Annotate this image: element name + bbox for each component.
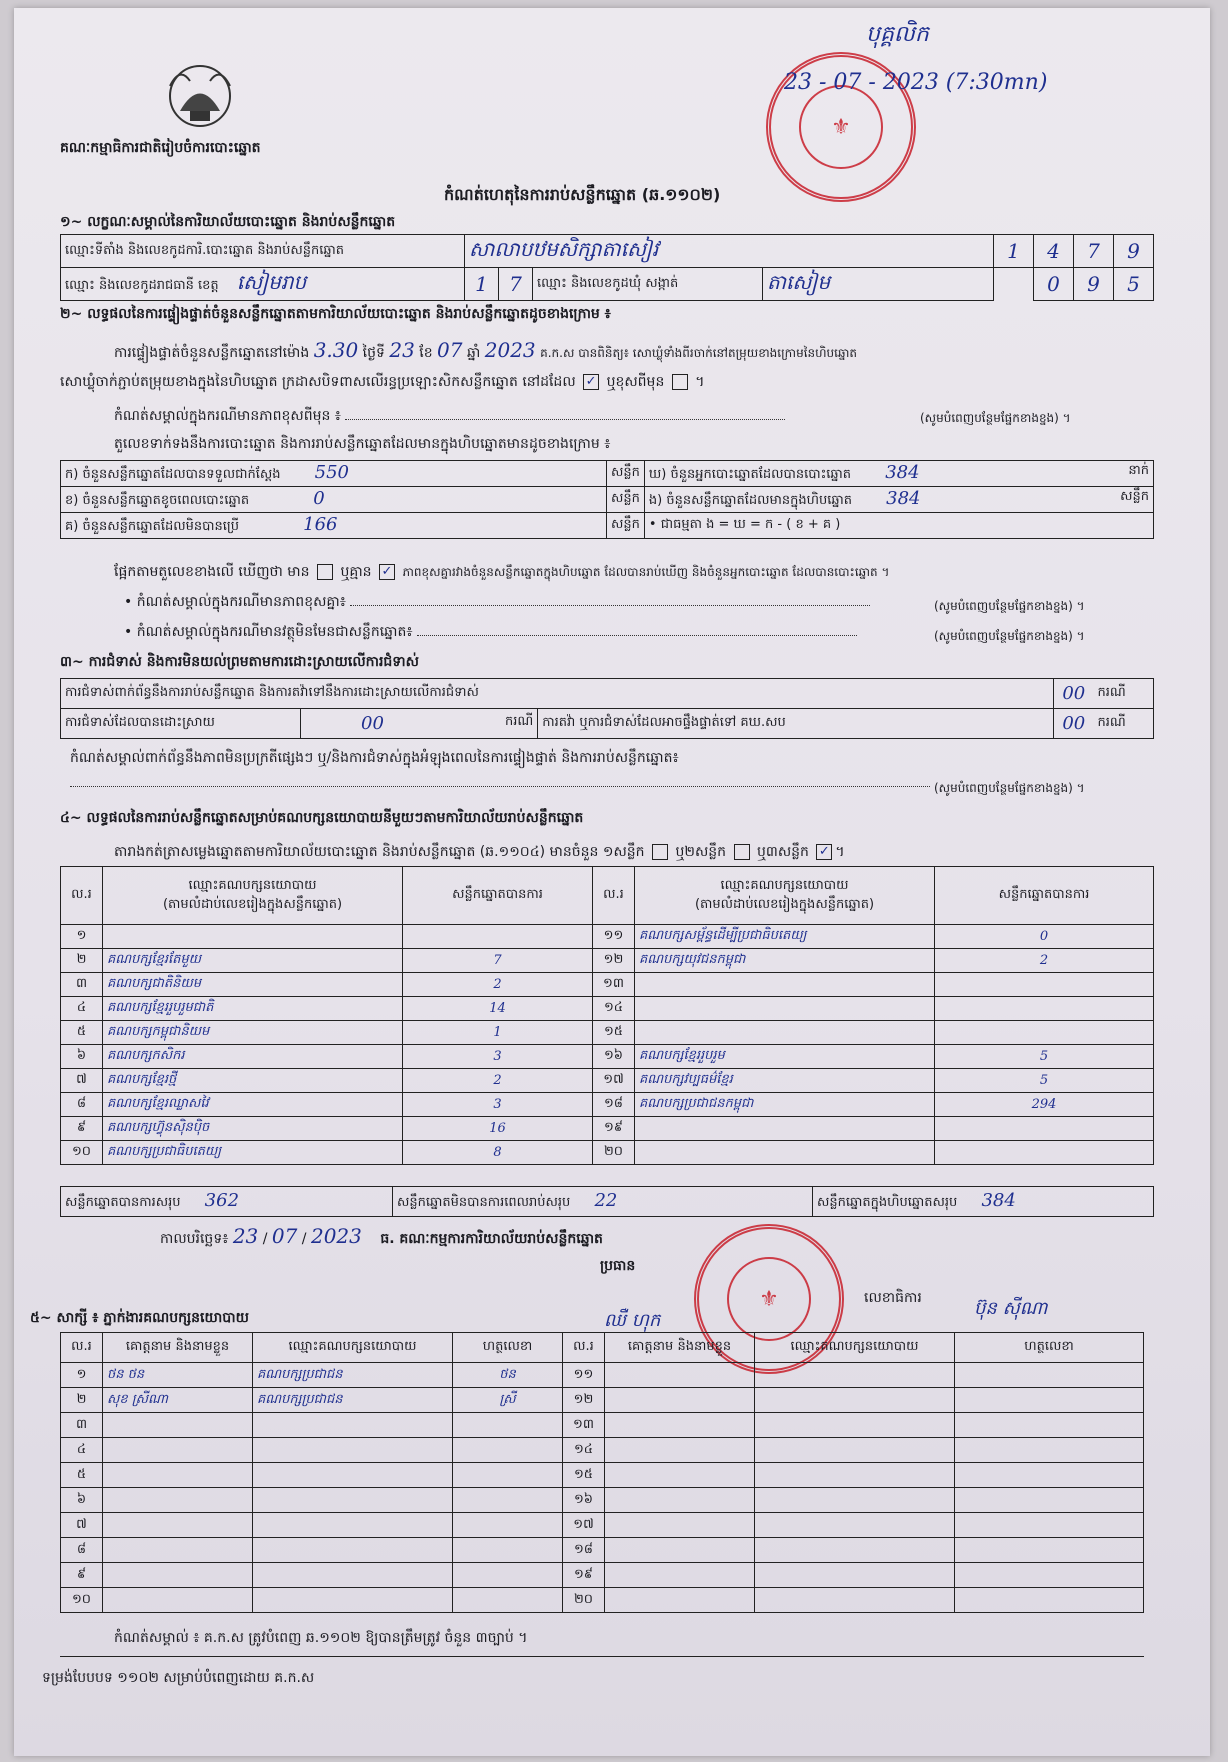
witness-no: ១២	[563, 1388, 605, 1413]
verify-line-1	[114, 338, 857, 364]
complaints-row2-unit: ករណី	[505, 714, 534, 729]
witness-no: ១១	[563, 1363, 605, 1388]
results-votes	[403, 925, 593, 949]
witness-table	[60, 1332, 1144, 1613]
results-party	[635, 1117, 935, 1141]
results-col-votes-left: សន្លឹកឆ្នោតបានការ	[403, 867, 593, 925]
complaints-row1-unit: ករណី	[1094, 679, 1154, 709]
results-no: ៥	[61, 1021, 103, 1045]
results-row	[61, 1069, 1154, 1093]
diff-yes-checkbox[interactable]	[317, 564, 333, 580]
results-col-party-right	[635, 867, 935, 925]
results-col-no-left: ល.រ	[61, 867, 103, 925]
secretary-signature: ប៊ុន ស៊ីណា	[974, 1298, 1048, 1319]
chair-signature: ឈឺ ហុក	[604, 1310, 661, 1331]
stamp-date: 23 - 07 - 2023 (7:30mn)	[784, 70, 1048, 95]
sign-org: ធ. គណៈកម្មការការិយាល័យរាប់សន្លឹកឆ្នោត	[380, 1231, 603, 1247]
count-formula: ជាធម្មតា ង = ឃ = ក - ( ខ + គ )	[660, 517, 841, 532]
verify-day-label: ថ្ងៃទី	[362, 345, 385, 361]
tally-3-label: ឬ៣សន្លឹក	[756, 844, 809, 860]
count-ngo-value: 384	[886, 488, 921, 509]
witness-no: ៣	[61, 1413, 103, 1438]
results-no: ៩	[61, 1117, 103, 1141]
results-no: ១	[61, 925, 103, 949]
tally-3-checkbox[interactable]: ✓	[816, 844, 832, 860]
official-seal-bottom: ⚜	[694, 1224, 844, 1374]
results-votes: 16	[403, 1117, 593, 1141]
results-row	[61, 949, 1154, 973]
results-party: គណបក្សខ្មែរថ្មី	[103, 1069, 403, 1093]
witness-row	[61, 1363, 1144, 1388]
commune-digit-2: 9	[1074, 268, 1114, 301]
note-extra-label: • កំណត់សម្គាល់ក្នុងករណីមានវត្ថុមិនមែនជាសន្លឹកឆ្នោត៖	[124, 624, 413, 640]
intact-checkbox[interactable]: ✓	[583, 374, 599, 390]
station-digit-3: 7	[1074, 235, 1114, 268]
results-no: ១៩	[593, 1117, 635, 1141]
results-party: គណបក្សសម្ព័ន្ធដើម្បីប្រជាធិបតេយ្យ	[635, 925, 935, 949]
diff-yes-label: ផ្អែកតាមតួលេខខាងលើ ឃើញថា មាន	[114, 564, 310, 580]
witness-col-name-left: គោត្តនាម និងនាមខ្លួន	[103, 1333, 253, 1363]
witness-signature: ស្រី	[453, 1388, 563, 1413]
witness-row	[61, 1463, 1144, 1488]
witness-no: ៧	[61, 1513, 103, 1538]
verify-day: 23	[389, 338, 415, 362]
province-label-text: ឈ្មោះ និងលេខកូដរាជធានី ខេត្ត	[65, 278, 219, 293]
commune-digit-1: 0	[1034, 268, 1074, 301]
results-party: គណបក្សប្រជាធិបតេយ្យ	[103, 1141, 403, 1165]
results-votes: 1	[403, 1021, 593, 1045]
diff-description: ភាពខុសគ្នារវាងចំនួនសន្លឹកឆ្នោតក្នុងហិបឆ្នោត ដែលបានរាប់ឃើញ និងចំនួនអ្នកបោះឆ្នោត ដែលបានបោះឆ្នោត ។	[402, 565, 890, 579]
official-seal-top: ⚜	[766, 52, 916, 202]
damaged-label: ឬខុសពីមុន	[606, 374, 665, 390]
witness-row	[61, 1388, 1144, 1413]
section3-heading: ៣~ ការជំទាស់ និងការមិនយល់ព្រមតាមការដោះស្រាយលើការជំទាស់	[60, 654, 419, 670]
results-no: ១៥	[593, 1021, 635, 1045]
results-row	[61, 1117, 1154, 1141]
tally-text: តារាងកត់ត្រាសម្លេងឆ្នោតតាមការិយាល័យបោះឆ្នោត និងរាប់សន្លឹកឆ្នោត (ឆ.១១០៤) មានចំនួន ១សន្លឹក	[114, 844, 645, 860]
complaints-row2-value: 00	[361, 713, 384, 734]
witness-no: ១៩	[563, 1563, 605, 1588]
results-no: ១៣	[593, 973, 635, 997]
diff-check-line	[114, 562, 889, 583]
results-row	[61, 997, 1154, 1021]
fill-hint-3: (សូមបំពេញបន្ថែមផ្នែកខាងខ្នង) ។	[934, 629, 1085, 643]
station-digit-2: 4	[1034, 235, 1074, 268]
witness-no: ១៥	[563, 1463, 605, 1488]
sign-date-day: 23	[232, 1224, 259, 1248]
count-ngo-unit: សន្លឹក	[1120, 489, 1149, 504]
complaints-note-line	[70, 786, 930, 787]
witness-row	[61, 1413, 1144, 1438]
form-paper	[14, 8, 1210, 1756]
fill-hint-4: (សូមបំពេញបន្ថែមផ្នែកខាងខ្នង) ។	[934, 781, 1085, 795]
results-col-no-right: ល.រ	[593, 867, 635, 925]
results-party: គណបក្សហ៊្វុនស៊ិនប៉ិច	[103, 1117, 403, 1141]
results-body	[61, 925, 1154, 1165]
results-party: គណបក្សកសិករ	[103, 1045, 403, 1069]
witness-no: ៤	[61, 1438, 103, 1463]
witness-no: ១០	[61, 1588, 103, 1613]
complaints-row2-label: ការជំទាស់ដែលបានដោះស្រាយ	[61, 709, 301, 739]
witness-no: ១៤	[563, 1438, 605, 1463]
results-party	[635, 997, 935, 1021]
results-col-votes-right: សន្លឹកឆ្នោតបានការ	[935, 867, 1154, 925]
results-votes: 3	[403, 1045, 593, 1069]
results-col-party-right-title: ឈ្មោះគណបក្សនយោបាយ	[720, 877, 849, 893]
witness-signature: ថន	[453, 1363, 563, 1388]
results-no: ៨	[61, 1093, 103, 1117]
witness-col-no-left: ល.រ	[61, 1333, 103, 1363]
results-votes: 294	[935, 1093, 1154, 1117]
commune-digit-3: 5	[1114, 268, 1154, 301]
form-title: កំណត់ហេតុនៃការរាប់សន្លឹកឆ្នោត (ឆ.១១០២)	[444, 185, 721, 204]
diff-no-checkbox[interactable]: ✓	[379, 564, 395, 580]
results-no: ១០	[61, 1141, 103, 1165]
witness-no: ១៨	[563, 1538, 605, 1563]
count-kho-unit: នាក់	[1128, 463, 1149, 478]
witness-party: គណបក្សប្រជាជន	[253, 1363, 453, 1388]
verify-intro-b: គ.ក.ស បានពិនិត្យ៖ សោឃ្លុំទាំងពីរចាក់នៅតម្រុយខាងក្រោមនៃហិបឆ្នោត	[540, 346, 858, 360]
tally-1-checkbox[interactable]	[652, 844, 668, 860]
results-no: ៦	[61, 1045, 103, 1069]
commune-label: ឈ្មោះ និងលេខកូដឃុំ សង្កាត់	[533, 268, 763, 301]
verify-year-label: ឆ្នាំ	[466, 345, 481, 361]
results-votes: 2	[403, 1069, 593, 1093]
station-digit-1: 1	[994, 235, 1034, 268]
complaints-row2-value-cell	[301, 709, 538, 739]
witness-name: សុខ ស្រីណា	[103, 1388, 253, 1413]
damaged-note	[114, 406, 785, 427]
results-votes	[935, 1021, 1154, 1045]
witness-no: ៩	[61, 1563, 103, 1588]
results-party: គណបក្សជាតិនិយម	[103, 973, 403, 997]
total-valid-label: សន្លឹកឆ្នោតបានការសរុប	[65, 1195, 181, 1210]
witness-col-sign-right: ហត្ថលេខា	[955, 1333, 1144, 1363]
witness-no: ២	[61, 1388, 103, 1413]
results-row	[61, 1045, 1154, 1069]
section5-heading: ៥~ សាក្សី ៖ ភ្នាក់ងារគណបក្សនយោបាយ	[30, 1310, 249, 1326]
witness-no: ២០	[563, 1588, 605, 1613]
complaints-note	[70, 748, 1154, 769]
results-votes: 14	[403, 997, 593, 1021]
counts-intro: តួលេខទាក់ទងនឹងការបោះឆ្នោត និងការរាប់សន្លឹកឆ្នោតដែលមានក្នុងហិបឆ្នោតមានដូចខាងក្រោម ៖	[114, 436, 611, 452]
results-no: ៤	[61, 997, 103, 1021]
diff-no-label: ឬគ្មាន	[340, 564, 372, 580]
witness-col-party-right: ឈ្មោះគណបក្សនយោបាយ	[755, 1333, 955, 1363]
results-votes: 0	[935, 925, 1154, 949]
complaints-row2-value2: 00	[1054, 709, 1094, 739]
results-no: ១២	[593, 949, 635, 973]
results-row	[61, 1021, 1154, 1045]
province-value: សៀមរាប	[236, 270, 307, 294]
results-party: គណបក្សវប្បធម៌ខ្មែរ	[635, 1069, 935, 1093]
count-ko-unit: សន្លឹក	[607, 513, 645, 539]
results-votes: 2	[935, 949, 1154, 973]
station-table	[60, 234, 1154, 301]
counts-table: ក) ចំនួនសន្លឹកឆ្នោតដែលបានទទួលជាក់ស្តែង 550 សន្លឹក ឃ) ចំនួនអ្នកបោះឆ្នោតដែលបានបោះឆ្នោត 384 នាក់ ខ) ចំនួនសន្លឹកឆ្នោតខូចពេលបោះឆ្នោត 0 សន្លឹក ង) ចំនួនសន្លឹកឆ្នោតដែលមានក្នុងហិបឆ្នោត 384 សន្លឹក គ) ចំនួនសន្លឹកឆ្នោតដែលមិនបានប្រើ 166 សន្លឹក • ជាធម្មតា ង = ឃ = ក - ( ខ + គ )	[60, 460, 1154, 539]
total-invalid-value: 22	[594, 1190, 618, 1211]
sign-date-line: កាលបរិច្ឆេទ៖ 23 / 07 / 2023 ធ. គណៈកម្មការការិយាល័យរាប់សន្លឹកឆ្នោត	[160, 1224, 603, 1248]
count-ngo-label: ង) ចំនួនសន្លឹកឆ្នោតដែលមានក្នុងហិបឆ្នោត	[648, 493, 853, 508]
results-party: គណបក្សខ្មែរឈ្លាសវៃ	[103, 1093, 403, 1117]
footnote: កំណត់សម្គាល់ ៖ គ.ក.ស ត្រូវបំពេញ ឆ.១១០២ ឱ្យបានត្រឹមត្រូវ ចំនួន ៣ច្បាប់ ។	[114, 1630, 528, 1646]
witness-no: ៦	[61, 1488, 103, 1513]
results-party: គណបក្សប្រជាជនកម្ពុជា	[635, 1093, 935, 1117]
results-votes: 7	[403, 949, 593, 973]
results-votes	[935, 1117, 1154, 1141]
results-votes: 5	[935, 1069, 1154, 1093]
total-box-value: 384	[981, 1190, 1016, 1211]
results-col-party-right-sub: (តាមលំដាប់លេខរៀងក្នុងសន្លឹកឆ្នោត)	[694, 896, 875, 912]
results-party	[635, 1021, 935, 1045]
station-name-label: ឈ្មោះទីតាំង និងលេខកូដការិ.បោះឆ្នោត និងរាប់សន្លឹកឆ្នោត	[61, 235, 465, 268]
fill-hint-1: (សូមបំពេញបន្ថែមផ្នែកខាងខ្នង) ។	[920, 411, 1071, 425]
results-col-party-left-title: ឈ្មោះគណបក្សនយោបាយ	[188, 877, 317, 893]
witness-no: ៨	[61, 1538, 103, 1563]
results-party: គណបក្សកម្ពុជានិយម	[103, 1021, 403, 1045]
note-extra	[124, 622, 857, 643]
section1-heading: ១~ លក្ខណៈសម្គាល់នៃការិយាល័យបោះឆ្នោត និងរាប់សន្លឹកឆ្នោត	[60, 214, 396, 230]
witness-no: ១	[61, 1363, 103, 1388]
results-party	[635, 973, 935, 997]
footer-divider	[60, 1656, 1144, 1657]
verify-month: 07	[437, 338, 463, 362]
results-votes: 8	[403, 1141, 593, 1165]
note-diff-label: • កំណត់សម្គាល់ក្នុងករណីមានភាពខុសគ្នា៖	[124, 594, 346, 610]
results-votes: 5	[935, 1045, 1154, 1069]
results-no: ១៨	[593, 1093, 635, 1117]
sign-date-month: 07	[271, 1224, 298, 1248]
witness-col-sign-left: ហត្ថលេខា	[453, 1333, 563, 1363]
results-votes	[935, 997, 1154, 1021]
stamp-note: បុគ្គលិក	[866, 22, 929, 47]
witness-col-name-right: គោត្តនាម និងនាមខ្លួន	[605, 1333, 755, 1363]
emblem-icon	[160, 56, 240, 134]
complaints-table	[60, 678, 1154, 739]
results-no: ១១	[593, 925, 635, 949]
chair-label: ប្រធាន	[600, 1258, 636, 1274]
verify-time-label: ការផ្ទៀងផ្ទាត់ចំនួនសន្លឹកឆ្នោតនៅម៉ោង	[114, 345, 310, 361]
results-votes	[935, 1141, 1154, 1165]
witness-col-party-left: ឈ្មោះគណបក្សនយោបាយ	[253, 1333, 453, 1363]
results-party: គណបក្សខ្មែរតែមួយ	[103, 949, 403, 973]
note-diff	[124, 592, 870, 613]
results-party: គណបក្សយុវជនកម្ពុជា	[635, 949, 935, 973]
fill-hint-2: (សូមបំពេញបន្ថែមផ្នែកខាងខ្នង) ។	[934, 599, 1085, 613]
complaints-note-label: កំណត់សម្គាល់ពាក់ព័ន្ធនឹងភាពមិនប្រក្រតីផ្សេងៗ ឬ/និងការជំទាស់ក្នុងអំឡុងពេលនៃការផ្ទៀងផ្ទាត់ និងការរាប់សន្លឹកឆ្នោត៖	[70, 750, 679, 766]
count-ko-label: គ) ចំនួនសន្លឹកឆ្នោតដែលមិនបានប្រើ	[65, 519, 239, 534]
verify-year: 2023	[484, 338, 536, 362]
results-party	[103, 925, 403, 949]
results-party: គណបក្សខ្មែររួបរួមជាតិ	[103, 997, 403, 1021]
witness-row	[61, 1438, 1144, 1463]
results-no: ១៦	[593, 1045, 635, 1069]
results-row	[61, 925, 1154, 949]
witness-row	[61, 1538, 1144, 1563]
witness-row	[61, 1588, 1144, 1613]
province-code-2: 7	[499, 268, 533, 301]
verify-month-label: ខែ	[419, 345, 433, 361]
results-votes: 3	[403, 1093, 593, 1117]
section2-heading: ២~ លទ្ធផលនៃការផ្ទៀងផ្ទាត់ចំនួនសន្លឹកឆ្នោតតាមការិយាល័យបោះឆ្នោត និងរាប់សន្លឹកឆ្នោតដូចខាងក្រោម ៖	[60, 306, 611, 322]
verify-time: 3.30	[313, 338, 359, 362]
results-table	[60, 866, 1154, 1165]
complaints-row1-label: ការជំទាស់ពាក់ព័ន្ធនឹងការរាប់សន្លឹកឆ្នោត និងការតវ៉ាទៅនឹងការដោះស្រាយលើការជំទាស់	[61, 679, 1054, 709]
witness-no: ១៧	[563, 1513, 605, 1538]
witness-no: ៥	[61, 1463, 103, 1488]
tally-2-checkbox[interactable]	[734, 844, 750, 860]
witness-row	[61, 1488, 1144, 1513]
sign-date-label: កាលបរិច្ឆេទ៖	[160, 1231, 229, 1247]
complaints-row2-unit2: ករណី	[1094, 709, 1154, 739]
count-kha-label: ខ) ចំនួនសន្លឹកឆ្នោតខូចពេលបោះឆ្នោត	[65, 493, 250, 508]
verify-line-2: សោឃ្លុំចាក់ភ្ជាប់តម្រុយខាងក្នុងនៃហិបឆ្នោត ក្រដាសបិទពាសលើរន្ធប្រឡោះសិកសន្លឹកឆ្នោត នៅដដែល ✓ ឬខុសពីមុន ។	[60, 374, 705, 390]
results-party: គណបក្សខ្មែររួបរួម	[635, 1045, 935, 1069]
verify-intro-c: សោឃ្លុំចាក់ភ្ជាប់តម្រុយខាងក្នុងនៃហិបឆ្នោត ក្រដាសបិទពាសលើរន្ធប្រឡោះសិកសន្លឹកឆ្នោត នៅដដែល	[60, 374, 576, 390]
results-no: ៧	[61, 1069, 103, 1093]
tally-line: តារាងកត់ត្រាសម្លេងឆ្នោតតាមការិយាល័យបោះឆ្នោត និងរាប់សន្លឹកឆ្នោត (ឆ.១១០៤) មានចំនួន ១សន្លឹក ឬ២សន្លឹក ឬ៣សន្លឹក ✓ ។	[114, 844, 845, 860]
commune-value: តាសៀម	[763, 268, 994, 301]
results-no: ១៧	[593, 1069, 635, 1093]
tally-2-label: ឬ២សន្លឹក	[675, 844, 727, 860]
count-kho-value: 384	[885, 462, 920, 483]
province-label	[61, 268, 465, 301]
witness-name: ថន ថន	[103, 1363, 253, 1388]
results-no: ១៤	[593, 997, 635, 1021]
witness-party: គណបក្សប្រជាជន	[253, 1388, 453, 1413]
form-footer: ទម្រង់បែបបទ ១១០២ សម្រាប់បំពេញដោយ គ.ក.ស	[42, 1670, 315, 1686]
count-kho-label: ឃ) ចំនួនអ្នកបោះឆ្នោតដែលបានបោះឆ្នោត	[648, 467, 852, 482]
count-kha-unit: សន្លឹក	[607, 487, 645, 513]
count-ka-label: ក) ចំនួនសន្លឹកឆ្នោតដែលបានទទួលជាក់ស្តែង	[65, 467, 281, 482]
totals-table	[60, 1186, 1154, 1217]
witness-col-no-right: ល.រ	[563, 1333, 605, 1363]
station-name-value: សាលាបឋមសិក្សាតាសៀវ	[465, 235, 994, 268]
results-votes	[935, 973, 1154, 997]
results-row	[61, 1093, 1154, 1117]
results-row	[61, 1141, 1154, 1165]
count-kha-value: 0	[313, 488, 325, 509]
witness-no: ១៣	[563, 1413, 605, 1438]
witness-no: ១៦	[563, 1488, 605, 1513]
results-no: ៣	[61, 973, 103, 997]
secretary-label: លេខាធិការ	[864, 1290, 922, 1306]
complaints-row1-value: 00	[1054, 679, 1094, 709]
results-party	[635, 1141, 935, 1165]
station-digit-4: 9	[1114, 235, 1154, 268]
section4-heading: ៤~ លទ្ធផលនៃការរាប់សន្លឹកឆ្នោតសម្រាប់គណបក្សនយោបាយនីមួយៗតាមការិយាល័យរាប់សន្លឹកឆ្នោត	[60, 810, 584, 826]
count-ka-value: 550	[314, 462, 350, 483]
committee-name: គណៈ​កម្មាធិការជាតិរៀបចំការបោះឆ្នោត	[60, 140, 261, 156]
results-col-party-left-sub: (តាមលំដាប់លេខរៀងក្នុងសន្លឹកឆ្នោត)	[162, 896, 343, 912]
results-no: ២០	[593, 1141, 635, 1165]
total-valid-value: 362	[204, 1190, 240, 1211]
province-code-1: 1	[465, 268, 499, 301]
witness-body	[61, 1363, 1144, 1613]
results-row	[61, 973, 1154, 997]
damaged-note-label: កំណត់សម្គាល់ក្នុងករណីមានភាពខុសពីមុន ៖	[114, 408, 341, 424]
witness-row	[61, 1563, 1144, 1588]
witness-row	[61, 1513, 1144, 1538]
results-col-party-left	[103, 867, 403, 925]
damaged-checkbox[interactable]	[672, 374, 688, 390]
results-votes: 2	[403, 973, 593, 997]
count-ka-unit: សន្លឹក	[607, 461, 645, 487]
results-no: ២	[61, 949, 103, 973]
total-box-label: សន្លឹកឆ្នោតក្នុងហិបឆ្នោតសរុប	[817, 1195, 958, 1210]
count-ko-value: 166	[303, 514, 338, 535]
complaints-row2-label2: ការតវ៉ា ឬការជំទាស់ដែលអាចផ្ទឹងផ្ទាត់ទៅ គឃ.សប	[538, 709, 1054, 739]
sign-date-year: 2023	[310, 1224, 362, 1248]
total-invalid-label: សន្លឹកឆ្នោតមិនបានការពេលរាប់សរុប	[397, 1195, 571, 1210]
